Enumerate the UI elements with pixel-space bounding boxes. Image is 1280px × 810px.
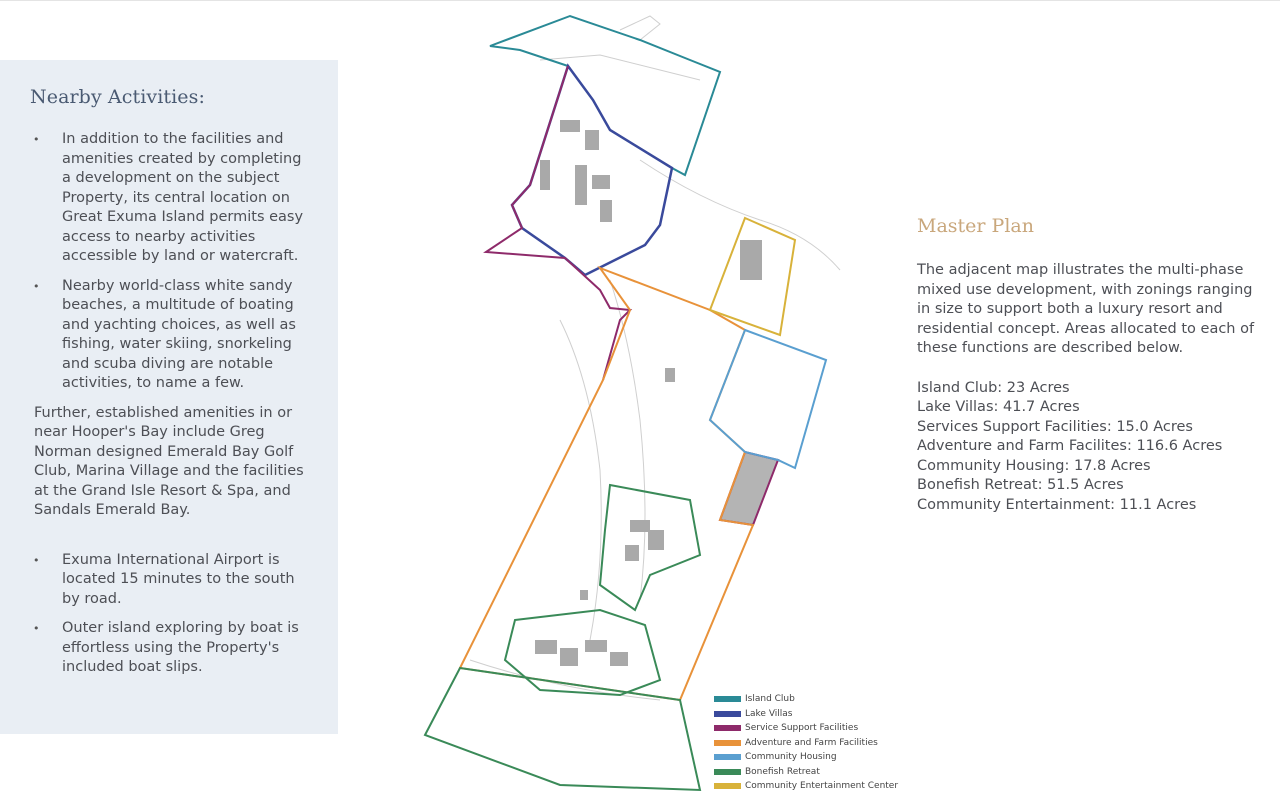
master-plan-title: Master Plan: [917, 215, 1034, 237]
zone-service-support: [486, 66, 630, 380]
map-legend: [714, 692, 898, 794]
acreage-item: Lake Villas: 41.7 Acres: [917, 399, 1080, 415]
legend-swatch: [714, 769, 741, 775]
legend-label: Island Club: [745, 694, 795, 705]
legend-item: [714, 692, 898, 707]
legend-item: [714, 707, 898, 722]
bullet-item: • Exuma International Airport is located 15 minutes to the south by road.: [30, 551, 310, 610]
master-plan-description: The adjacent map illustrates the multi-phase mixed use development, with zonings ranging in size to support both a luxury resort and residential concept. Areas allocated to each of these functions are described below.: [917, 262, 1255, 356]
legend-item: [714, 779, 898, 794]
bullet-item: • Nearby world-class white sandy beaches, a multitude of boating and yachting choices, as well as fishing, water skiing, snorkeling and scuba diving are notable activities, to name a few.: [30, 277, 310, 394]
legend-swatch: [714, 754, 741, 760]
top-divider: [0, 0, 1280, 1]
master-plan-section: [917, 215, 1257, 515]
bullet-item: • Outer island exploring by boat is effortless using the Property's included boat slips.: [30, 619, 310, 678]
legend-label: Service Support Facilities: [745, 723, 859, 734]
acreage-item: Community Housing: 17.8 Acres: [917, 457, 1151, 474]
legend-swatch: [714, 725, 741, 731]
zone-community-housing: [710, 330, 826, 468]
legend-label: Adventure and Farm Facilities: [745, 737, 878, 748]
nearby-bullets-bottom: [30, 551, 310, 678]
nearby-activities-title: Nearby Activities:: [30, 86, 206, 108]
zone-bonefish-coast: [425, 668, 700, 790]
legend-label: Community Housing: [745, 752, 837, 763]
legend-label: Bonefish Retreat: [745, 766, 820, 777]
acreage-list: [917, 379, 1257, 516]
nearby-bullets-top: [30, 130, 310, 394]
acreage-item: Bonefish Retreat: 51.5 Acres: [917, 477, 1124, 493]
zone-bonefish-south: [505, 610, 660, 695]
zone-service-support-east: [720, 452, 778, 525]
acreage-item: Community Entertainment: 11.1 Acres: [917, 496, 1197, 513]
basemap: [470, 16, 840, 700]
legend-swatch: [714, 696, 741, 702]
nearby-activities-panel: [0, 60, 338, 734]
acreage-item: Island Club: 23 Acres: [917, 379, 1070, 396]
zone-island-club: [490, 16, 720, 175]
nearby-amenities-paragraph: Further, established amenities in or near Hooper's Bay include Greg Norman designed Emerald Bay Golf Club, Marina Village and the facilities at the Grand Isle Resort & Spa, and Sandals Emerald Bay.: [34, 404, 304, 518]
legend-swatch: [714, 740, 741, 746]
legend-item: [714, 765, 898, 780]
legend-swatch: [714, 783, 741, 789]
legend-item: [714, 750, 898, 765]
acreage-item: Adventure and Farm Facilites: 116.6 Acres: [917, 438, 1223, 454]
master-plan-map: [410, 10, 910, 800]
legend-swatch: [714, 711, 741, 717]
zone-adventure-farm: [460, 268, 753, 700]
bullet-item: • In addition to the facilities and amenities created by completing a development on the subject Property, its central location on Great Exuma Island permits easy access to nearby activities accessible by land or watercraft.: [30, 130, 310, 267]
legend-label: Lake Villas: [745, 708, 793, 719]
zone-lake-villas: [512, 66, 672, 275]
legend-label: Community Entertainment Center: [745, 781, 899, 792]
legend-item: [714, 736, 898, 751]
legend-item: [714, 721, 898, 736]
acreage-item: Services Support Facilities: 15.0 Acres: [917, 418, 1193, 435]
